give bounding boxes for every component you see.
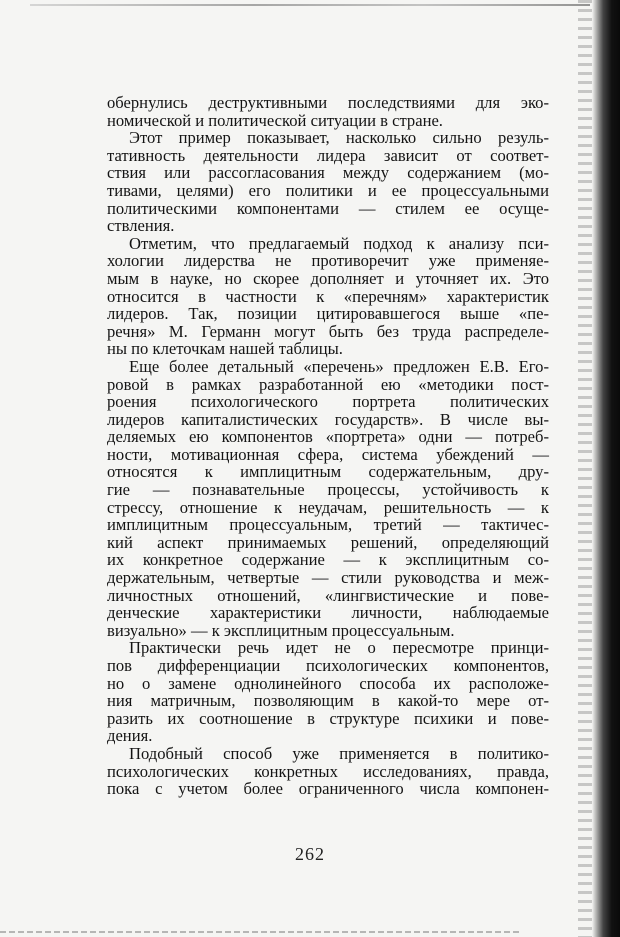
text-line: пока с учетом более ограниченного числа компонен- xyxy=(107,779,549,799)
text-line: держательным, четвертые — стили руководства и меж- xyxy=(107,568,549,588)
text-line: ствия или рассогласования между содержанием (мо- xyxy=(107,163,549,183)
text-line: гие — познавательные процессы, устойчивость к xyxy=(107,480,549,500)
text-line: роения психологического портрета политических xyxy=(107,392,549,412)
text-line: ны по клеточкам нашей таблицы. xyxy=(107,339,343,359)
text-line: ровой в рамках разработанной ею «методики пост- xyxy=(107,374,549,394)
text-line: ния матричным, позволяющим в какой-то мере от- xyxy=(107,691,549,711)
text-line: Еще более детальный «перечень» предложен Е.В. Его- xyxy=(129,356,549,376)
text-line: обернулись деструктивными последствиями для эко- xyxy=(107,93,549,112)
text-line: лидеров. Так, позиции цитировавшегося выше «пе- xyxy=(107,304,549,324)
text-line: Подобный способ уже применяется в политико- xyxy=(129,743,549,763)
text-line: хологии лидерства не противоречит уже применяе- xyxy=(107,251,549,271)
text-line: пов дифференциации психологических компонентов, xyxy=(107,656,549,675)
text-line: стрессу, отношение к неудачам, решительность — к xyxy=(107,497,549,517)
text-line: кий аспект принимаемых решений, определяющий xyxy=(107,532,549,552)
text-line: мым в науке, но скорее дополняет и уточняет их. Это xyxy=(107,268,549,288)
text-line: но о замене однолинейного способа их расположе- xyxy=(107,673,549,693)
text-line: дения. xyxy=(107,726,153,746)
text-line: разить их соотношение в структуре психики и пове- xyxy=(107,708,549,728)
text-line: денческие характеристики личности, наблюдаемые xyxy=(107,603,549,623)
text-line: деляемых ею компонентов «портрета» одни — потреб- xyxy=(107,427,549,447)
scan-top-border xyxy=(30,4,590,6)
text-line: номической и политической ситуации в стране. xyxy=(107,110,443,130)
text-line: ности, мотивационная сфера, система убеждений — xyxy=(107,444,549,464)
text-line: имплицитным процессуальным, третий — тактичес- xyxy=(107,515,549,535)
text-line: Практически речь идет не о пересмотре принци- xyxy=(129,638,549,658)
text-line: относятся к имплицитным содержательным, дру- xyxy=(107,462,549,482)
text-line: их конкретное содержание — к эксплицитным со- xyxy=(107,550,549,570)
text-line: речня» М. Германн могут быть без труда распределе- xyxy=(107,321,549,341)
body-text xyxy=(107,94,549,798)
scan-bottom-border xyxy=(0,931,520,933)
text-line: относится в частности к «перечням» характеристик xyxy=(107,286,549,306)
text-line: политическими компонентами — стилем ее осуще- xyxy=(107,198,549,218)
text-line: лидеров капиталистических государств». В числе вы- xyxy=(107,409,549,429)
text-line: личностных отношений, «лингвистические и пове- xyxy=(107,585,549,605)
text-line: тивами, целями) его политики и ее процессуальными xyxy=(107,180,549,200)
page-number: 262 xyxy=(295,844,325,864)
scan-edge-shadow xyxy=(592,0,620,937)
text-line: психологических конкретных исследованиях, правда, xyxy=(107,761,549,781)
text-line: ствления. xyxy=(107,216,175,236)
text-line: тативность деятельности лидера зависит от соответ- xyxy=(107,145,549,165)
text-line: визуально» — к эксплицитным процессуальным. xyxy=(107,620,455,640)
text-line: Этот пример показывает, насколько сильно резуль- xyxy=(129,128,549,148)
text-line: Отметим, что предлагаемый подход к анализу пси- xyxy=(129,233,549,253)
